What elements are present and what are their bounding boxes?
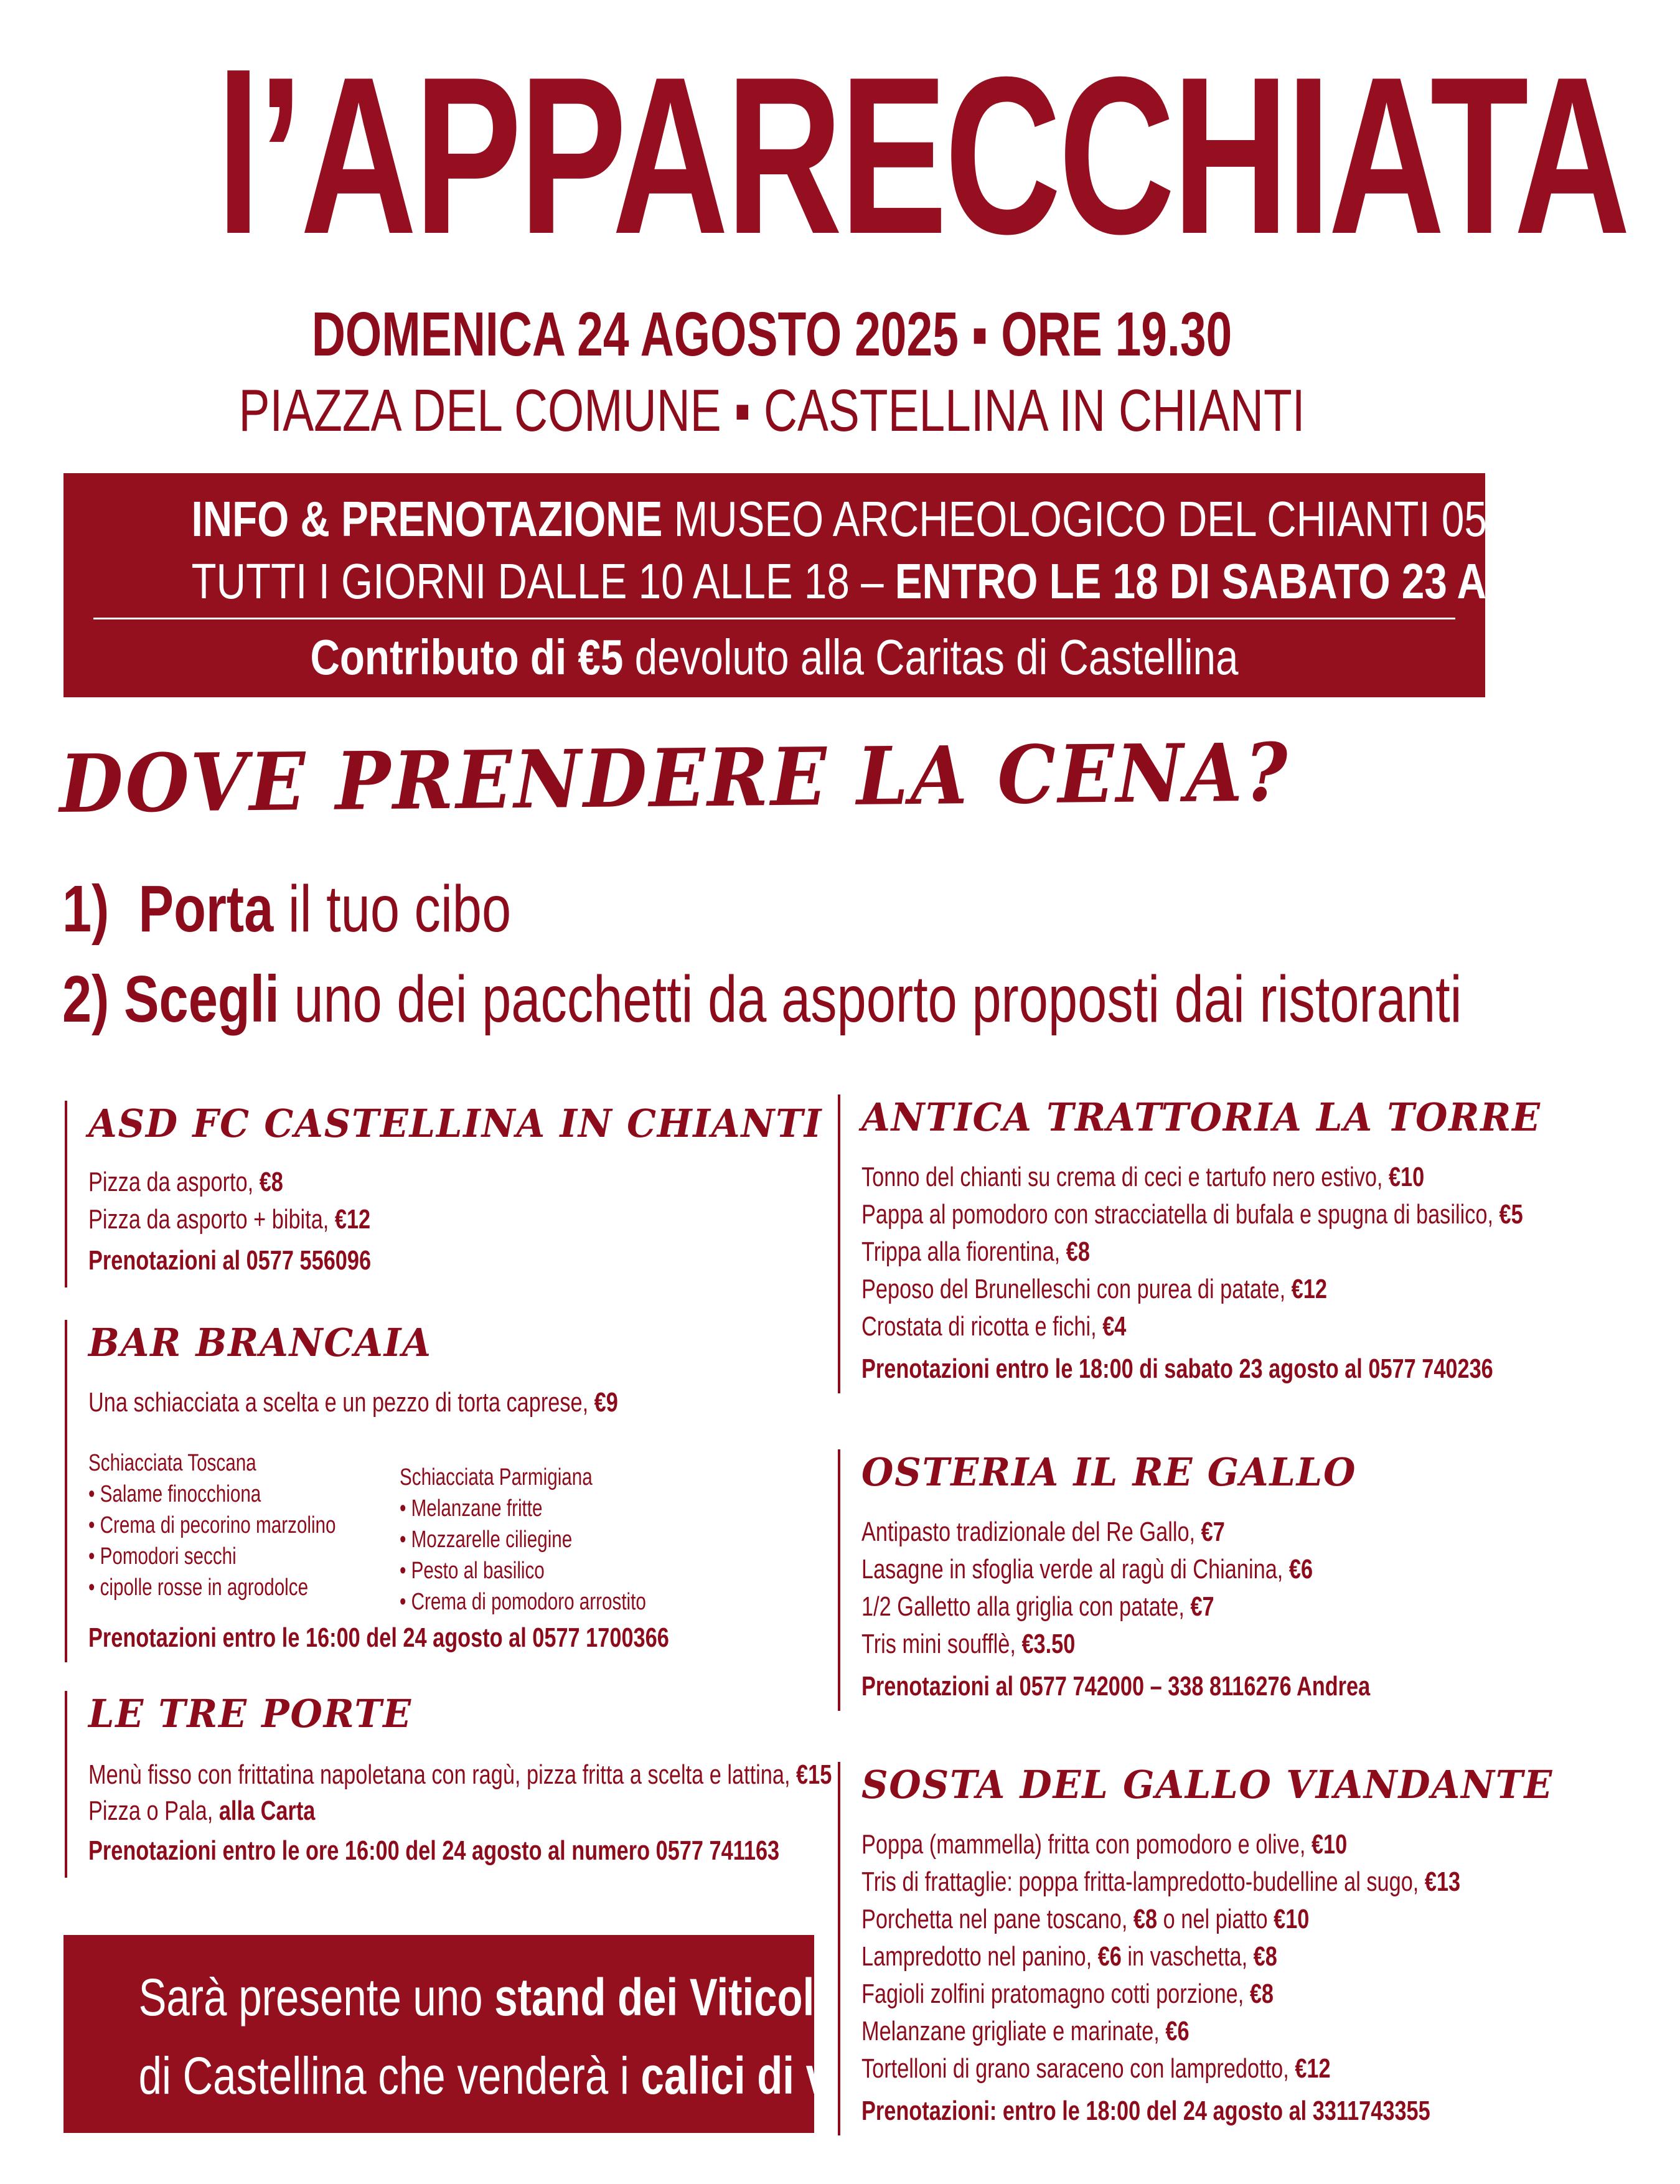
restaurant-le-tre-porte [65,1691,832,1878]
item-text: Tonno del chianti su crema di ceci e tartufo nero estivo, [861,1162,1389,1192]
item-price: €6 [1288,1554,1313,1584]
info-title: INFO & PRENOTAZIONE [191,491,663,547]
item-text: Pizza o Pala, [88,1796,219,1826]
item-price: alla Carta [218,1796,316,1826]
event-place: PIAZZA DEL COMUNE ▪ CASTELLINA IN CHIANTI [238,377,1305,444]
item-price: €10 [1274,1904,1310,1934]
restaurant-bar-brancaia [65,1320,669,1662]
list-item: • Salame finocchiona [88,1481,261,1507]
item-text: Porchetta nel pane toscano, [861,1904,1133,1934]
option-keyword: Porta [138,872,274,946]
list-item: • Pesto al basilico [400,1558,545,1584]
info-museum: MUSEO ARCHEOLOGICO DEL CHIANTI 0577 742090 [662,491,1680,547]
menu-item [861,1829,1347,1860]
restaurant-sosta-del-gallo-viandante [838,1762,1554,2135]
list-item: • Crema di pomodoro arrostito [400,1589,646,1615]
menu-item [861,2053,1331,2084]
item-price: €8 [259,1167,283,1197]
event-title: l’APPARECCHIATA [216,31,1628,281]
info-deadline: ENTRO LE 18 DI SABATO 23 AGOSTO [894,553,1633,609]
menu-item [861,1904,1309,1935]
item-text: Lasagne in sfoglia verde al ragù di Chianina, [861,1554,1289,1584]
restaurant-osteria-il-re-gallo [838,1449,1371,1711]
info-line-1 [191,491,1680,548]
stand-text: di Castellina che venderà i [138,2046,641,2105]
stand-highlight: calici di vino [641,2046,892,2105]
menu-item [861,1591,1214,1622]
restaurant-name: ANTICA TRATTORIA LA TORRE [861,1094,1541,1140]
item-price: €8 [1133,1904,1158,1934]
booking-info: Prenotazioni entro le 16:00 del 24 agosto al 0577 1700366 [88,1622,669,1653]
menu-item [88,1759,832,1791]
menu-item [88,1796,315,1827]
menu-item [861,1866,1460,1898]
option-2 [62,962,1462,1037]
item-price: €8 [1249,1979,1274,2009]
stand-highlight: stand dei Viticoltori [494,1968,882,2026]
item-price: €10 [1311,1829,1348,1860]
booking-info: Prenotazioni entro le ore 16:00 del 24 agosto al numero 0577 741163 [88,1835,780,1866]
item-price: €6 [1097,1941,1122,1972]
item-text: Lampredotto nel panino, [861,1941,1098,1972]
item-price: €12 [1295,2053,1331,2084]
restaurant-name: LE TRE PORTE [88,1691,413,1736]
item-price: €3.50 [1021,1629,1076,1659]
menu-item [861,1517,1225,1548]
item-price: €12 [1291,1274,1327,1304]
menu-item [861,1311,1126,1342]
booking-info: Prenotazioni entro le 18:00 di sabato 23 agosto al 0577 740236 [861,1353,1493,1384]
option-text: il tuo cibo [273,872,512,946]
menu-item [88,1204,370,1235]
wine-stand-box [63,1935,892,2133]
list-item: • Crema di pecorino marzolino [88,1512,336,1538]
stand-text: Sarà presente uno [138,1968,495,2026]
item-price: €4 [1102,1311,1127,1342]
item-text: Peposo del Brunelleschi con purea di patate, [861,1274,1292,1304]
info-line-2 [191,553,1633,610]
item-text: Pappa al pomodoro con stracciatella di bufala e spugna di basilico, [861,1199,1499,1230]
item-price: €6 [1165,2016,1190,2046]
item-text: Trippa alla fiorentina, [861,1236,1066,1267]
contribution: Contributo di €5 [310,629,624,685]
info-line-3 [192,629,1358,686]
item-text: Crostata di ricotta e fichi, [861,1311,1103,1342]
list-heading: Schiacciata Toscana [88,1450,256,1476]
contribution-destination: devoluto alla Caritas di Castellina [623,629,1239,685]
item-price: €12 [334,1204,371,1235]
item-text: Pizza da asporto + bibita, [88,1204,335,1235]
info-divider [93,618,1455,619]
item-text: Tris di frattaglie: poppa fritta-lampredotto-budelline al sugo, [861,1866,1425,1897]
restaurant-name: OSTERIA IL RE GALLO [861,1449,1357,1495]
booking-info: Prenotazioni al 0577 556096 [88,1245,372,1276]
item-text: Una schiacciata a scelta e un pezzo di torta caprese, [88,1387,594,1418]
item-text: 1/2 Galletto alla griglia con patate, [861,1591,1191,1622]
booking-info: Prenotazioni al 0577 742000 – 338 8116276 Andrea [861,1671,1371,1702]
option-keyword: Scegli [123,963,279,1036]
menu-item [861,1629,1075,1660]
item-price: €7 [1201,1517,1225,1547]
restaurant-name: BAR BRANCAIA [88,1320,432,1365]
item-text: Pizza da asporto, [88,1167,260,1197]
item-price: €15 [796,1759,832,1790]
list-item: • Melanzane fritte [400,1495,543,1522]
item-price: €8 [1066,1236,1090,1267]
menu-item [861,1554,1313,1585]
item-price: €9 [594,1387,618,1418]
item-price: €7 [1190,1591,1214,1622]
menu-item [88,1167,283,1198]
stand-line-2 [138,2046,892,2106]
option-number: 2) [62,963,110,1036]
schiacciata-parmigiana-list [400,1462,646,1617]
list-heading: Schiacciata Parmigiana [400,1464,593,1490]
menu-item [861,1274,1327,1305]
option-text: uno dei pacchetti da asporto proposti dai ristoranti [279,963,1462,1036]
menu-item [861,1941,1277,1972]
item-text: Poppa (mammella) fritta con pomodoro e olive, [861,1829,1312,1860]
item-price: €5 [1499,1199,1523,1230]
option-1 [62,872,511,947]
item-text: o nel piatto [1157,1904,1274,1934]
event-date: DOMENICA 24 AGOSTO 2025 ▪ ORE 19.30 [311,299,1232,369]
info-hours: TUTTI I GIORNI DALLE 10 ALLE 18 – [191,553,895,609]
item-text: Melanzane grigliate e marinate, [861,2016,1166,2046]
restaurant-antica-trattoria-la-torre [838,1094,1541,1393]
item-price: €13 [1424,1866,1461,1897]
booking-info: Prenotazioni: entro le 18:00 del 24 agosto al 3311743355 [861,2096,1430,2126]
option-number: 1) [62,872,110,946]
restaurant-name: SOSTA DEL GALLO VIANDANTE [861,1762,1554,1807]
item-text: Antipasto tradizionale del Re Gallo, [861,1517,1201,1547]
menu-item [861,2016,1190,2047]
menu-item [861,1199,1523,1230]
menu-item [861,1162,1424,1193]
list-item: • Pomodori secchi [88,1543,237,1570]
item-text: Fagioli zolfini pratomagno cotti porzione, [861,1979,1250,2009]
menu-item [861,1979,1274,2010]
list-item: • Mozzarelle ciliegine [400,1527,573,1553]
list-item: • cipolle rosse in agrodolce [88,1574,309,1601]
restaurant-name: ASD FC CASTELLINA IN CHIANTI [88,1101,823,1146]
dinner-question: DOVE PRENDERE LA CENA? [59,726,1290,831]
stand-line-1 [138,1967,882,2028]
menu-item [861,1236,1090,1268]
info-box [63,473,1680,697]
item-text: Tris mini soufflè, [861,1629,1022,1659]
item-price: €8 [1253,1941,1277,1972]
item-text: in vaschetta, [1121,1941,1254,1972]
schiacciata-toscana-list [88,1447,336,1603]
item-text: Menù fisso con frittatina napoletana con ragù, pizza fritta a scelta e lattina, [88,1759,797,1790]
restaurant-asd [65,1101,823,1287]
menu-item [88,1387,618,1418]
item-text: Tortelloni di grano saraceno con lampredotto, [861,2053,1295,2084]
item-price: €10 [1389,1162,1425,1192]
